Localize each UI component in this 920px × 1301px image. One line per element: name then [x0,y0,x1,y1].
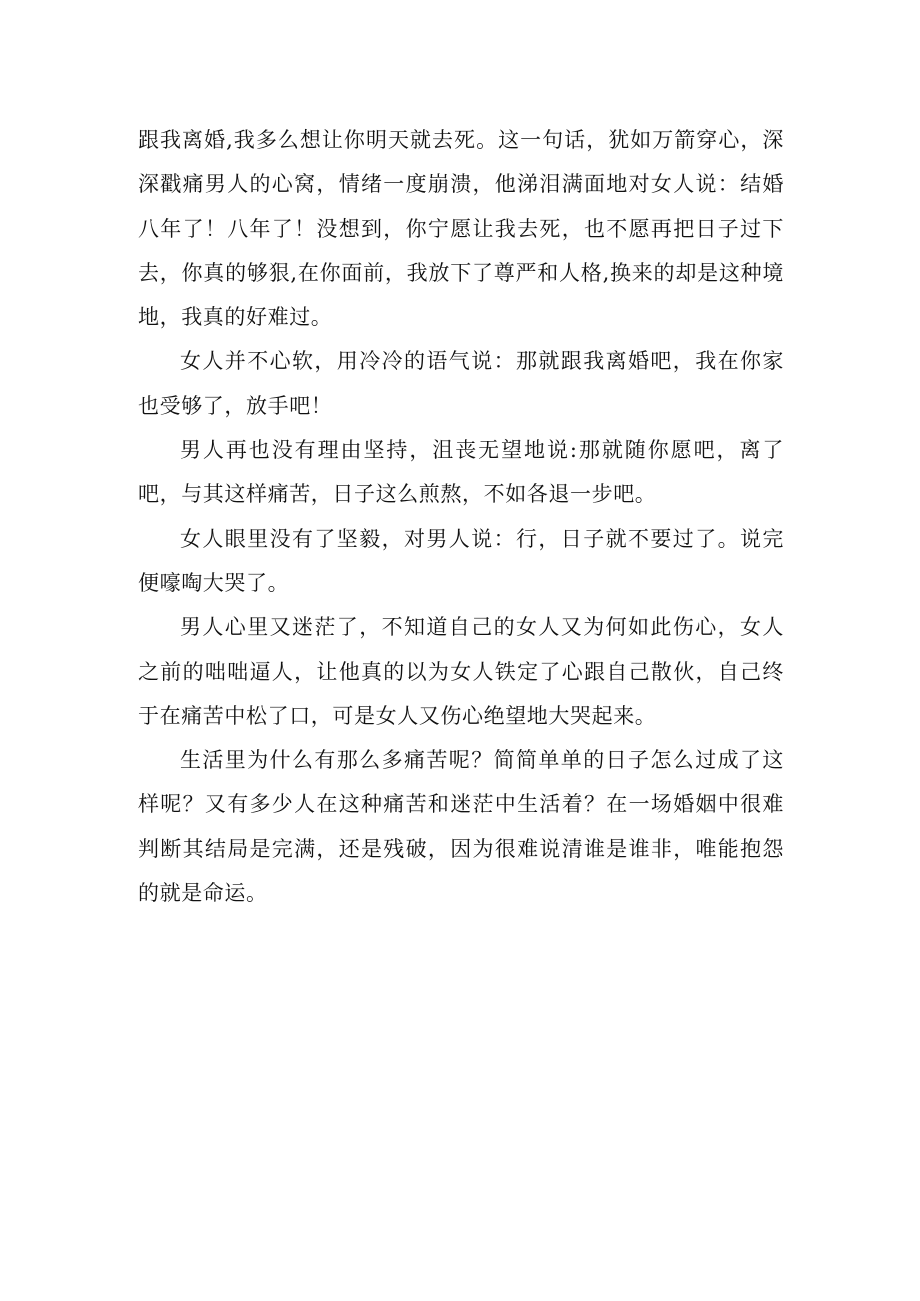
paragraph-3: 男人再也没有理由坚持，沮丧无望地说:那就随你愿吧，离了吧，与其这样痛苦，日子这么煎熬，不如各退一步吧。 [138,438,784,507]
paragraph-4: 女人眼里没有了坚毅，对男人说：行，日子就不要过了。说完便嚎啕大哭了。 [138,526,784,595]
paragraph-2: 女人并不心软，用冷冷的语气说：那就跟我离婚吧，我在你家也受够了，放手吧！ [138,349,784,418]
document-body [138,118,784,915]
paragraph-6: 生活里为什么有那么多痛苦呢？简简单单的日子怎么过成了这样呢？又有多少人在这种痛苦和迷茫中生活着？在一场婚姻中很难判断其结局是完满，还是残破，因为很难说清谁是谁非，唯能抱怨的就是命运。 [138,748,784,906]
paragraph-1: 跟我离婚,我多么想让你明天就去死。这一句话，犹如万箭穿心，深深戳痛男人的心窝，情绪一度崩溃，他涕泪满面地对女人说：结婚八年了！八年了！没想到，你宁愿让我去死，也不愿再把日子过下去，你真的够狠,在你面前，我放下了尊严和人格,换来的却是这种境地，我真的好难过。 [138,128,784,330]
paragraph-5: 男人心里又迷茫了，不知道自己的女人又为何如此伤心，女人之前的咄咄逼人，让他真的以为女人铁定了心跟自己散伙，自己终于在痛苦中松了口，可是女人又伤心绝望地大哭起来。 [138,615,784,728]
